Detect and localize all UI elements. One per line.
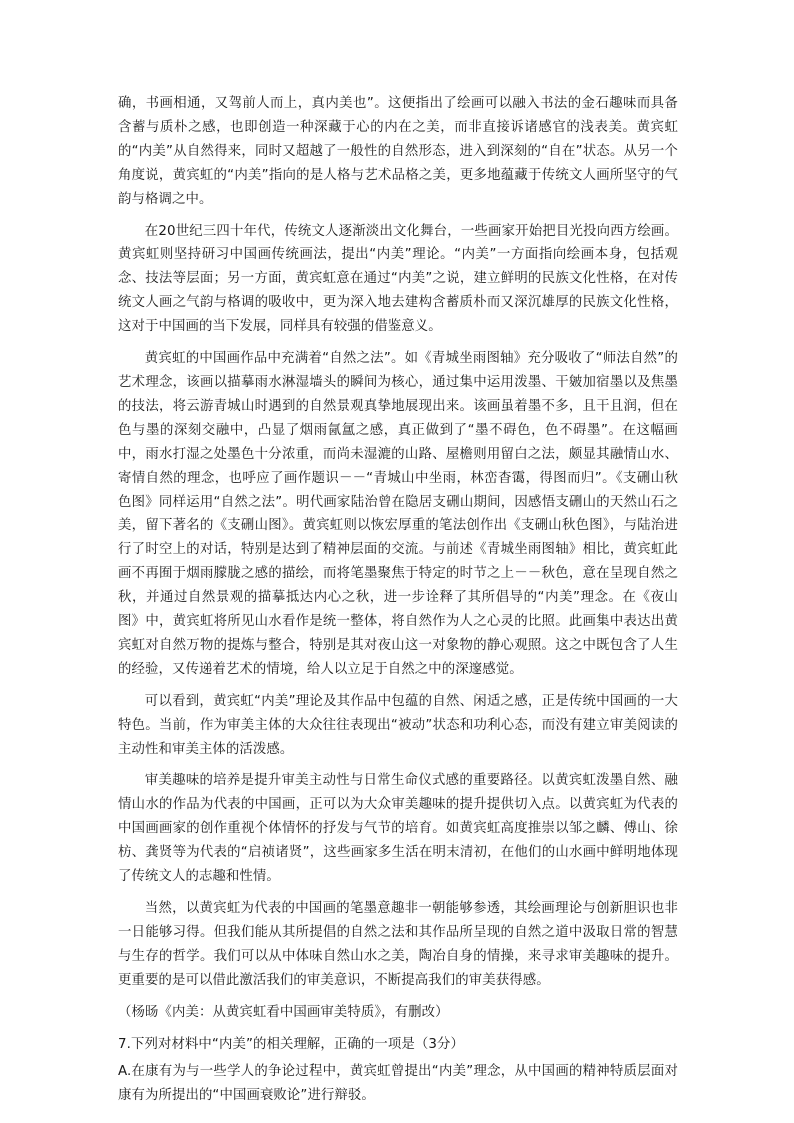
paragraph-aesthetic-subject: 可以看到，黄宾虹“内美”理论及其作品中包蕴的自然、闲适之感，正是传统中国画的一大特色。当前，作为审美主体的大众往往表现出“被动”状态和功利心态，而没有建立审美阅读的主动性和审美主体的活泼感。 xyxy=(118,693,678,757)
source-citation: （杨旸《内美：从黄宾虹看中国画审美特质》，有删改） xyxy=(118,1004,449,1020)
question-7: 7.下列对材料中“内美”的相关理解，正确的一项是（3分） xyxy=(118,1036,464,1052)
paragraph-20th-century: 在20世纪三四十年代，传统文人逐渐淡出文化舞台，一些画家开始把目光投向西方绘画。黄宾虹则坚持研习中国画传统画法，提出“内美”理论。“内美”一方面指向绘画本身，包括观念、技法等层面；另一方面，黄宾虹意在通过“内美”之说，建立鲜明的民族文化性格，在对传统文人画之气韵与格调的吸收中，更为深入地去建构含蓄质朴而又深沉雄厚的民族文化性格，这对于中国画的当下发展，同样具有较强的借鉴意义。 xyxy=(118,223,678,335)
paragraph-aesthetic-taste: 审美趣味的培养是提升审美主动性与日常生命仪式感的重要路径。以黄宾虹泼墨自然、融情山水的作品为代表的中国画，正可以为大众审美趣味的提升提供切入点。以黄宾虹为代表的中国画画家的创作重视个体情怀的抒发与气节的培育。如黄宾虹高度推崇以邹之麟、傅山、徐枋、龚贤等为代表的“启祯诸贤”，这些画家多生活在明末清初，在他们的山水画中鲜明地体现了传统文人的志趣和性情。 xyxy=(118,773,678,885)
document-page xyxy=(118,92,678,1108)
paragraph-continued: 确，书画相通，又驾前人而上，真内美也”。这便指出了绘画可以融入书法的金石趣味而具备含蓄与质朴之感，也即创造一种深藏于心的内在之美，而非直接诉诸感官的浅表美。黄宾虹的“内美”从自然得来，同时又超越了一般性的自然形态，进入到深刻的“自在”状态。从另一个角度说，黄宾虹的“内美”指向的是人格与艺术品格之美，更多地蕴藏于传统文人画所坚守的气韵与格调之中。 xyxy=(118,96,678,207)
paragraph-conclusion: 当然，以黄宾虹为代表的中国画的笔墨意趣非一朝能够参透，其绘画理论与创新胆识也非一日能够习得。但我们能从其所提倡的自然之法和其作品所呈现的自然之道中汲取日常的智慧与生存的哲学。我们可以从中体味自然山水之美，陶冶自身的情操，来寻求审美趣味的提升。更重要的是可以借此激活我们的审美意识，不断提高我们的审美获得感。 xyxy=(118,901,678,988)
paragraph-nature-method: 黄宾虹的中国画作品中充满着“自然之法”。如《青城坐雨图轴》充分吸收了“师法自然”的艺术理念，该画以描摹雨水淋湿墙头的瞬间为核心，通过集中运用泼墨、干皴加宿墨以及焦墨的技法，将云游青城山时遇到的自然景观真挚地展现出来。该画虽着墨不多，且干且润，但在色与墨的深刻交融中，凸显了烟雨氤氲之感，真正做到了“墨不碍色，色不碍墨”。在这幅画中，雨水打湿之处墨色十分浓重，而尚未湿漉的山路、屋檐则用留白之法，颇显其融情山水、寄情自然的理念，也呼应了画作题识－－“青城山中坐雨，林峦杳霭，得图而归”。《支硎山秋色图》同样运用“自然之法”。明代画家陆治曾在隐居支硎山期间，因感悟支硎山的天然山石之美，留下著名的《支硎山图》。黄宾虹则以恢宏厚重的笔法创作出《支硎山秋色图》，与陆治进行了时空上的对话，特别是达到了精神层面的交流。与前述《青城坐雨图轴》相比，黄宾虹此画不再囿于烟雨朦胧之感的描绘，而将笔墨聚焦于特定的时节之上－－秋色，意在呈现自然之秋，并通过自然景观的描摹抵达内心之秋，进一步诠释了其所倡导的“内美”理念。在《夜山图》中，黄宾虹将所见山水看作是统一整体，将自然作为人之心灵的比照。此画集中表达出黄宾虹对自然万物的提炼与整合，特别是其对夜山这一对象物的静心观照。这之中既包含了人生的经验，又传递着艺术的情境，给人以立足于自然之中的深邃感觉。 xyxy=(118,351,678,677)
option-a: A.在康有为与一些学人的争论过程中，黄宾虹曾提出“内美”理念，从中国画的精神特质层面对康有为所提出的“中国画衰败论”进行辩驳。 xyxy=(118,1064,678,1104)
